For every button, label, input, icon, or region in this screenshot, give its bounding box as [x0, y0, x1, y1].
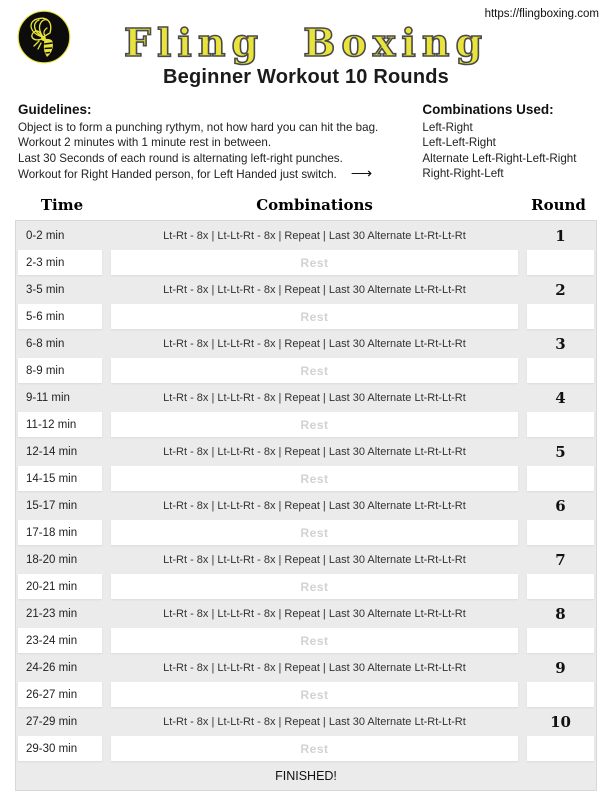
- time-cell: 6-8 min: [26, 337, 65, 350]
- rest-label: Rest: [300, 255, 329, 270]
- time-cell: 11-12 min: [18, 412, 102, 437]
- combo-cell: Lt-Rt - 8x | Lt-Lt-Rt - 8x | Repeat | Last 30 Alternate Lt-Rt-Lt-Rt: [163, 445, 466, 458]
- rest-cell: [111, 682, 518, 707]
- round-cell: 4: [555, 388, 566, 407]
- time-cell: 18-20 min: [26, 553, 78, 566]
- rest-cell: [111, 412, 518, 437]
- time-cell: 24-26 min: [26, 661, 78, 674]
- time-cell: 0-2 min: [26, 229, 65, 242]
- guideline-line: Object is to form a punching rythym, not how hard you can hit the bag.: [18, 121, 379, 134]
- rest-label: Rest: [300, 741, 329, 756]
- time-cell: 23-24 min: [18, 628, 102, 653]
- rest-label: Rest: [300, 633, 329, 648]
- combination-item: Alternate Left-Right-Left-Right: [422, 151, 577, 165]
- page-subtitle: Beginner Workout 10 Rounds: [163, 66, 449, 88]
- combination-item: Right-Right-Left: [422, 166, 504, 180]
- time-cell: 8-9 min: [18, 358, 102, 383]
- combo-cell: Lt-Rt - 8x | Lt-Lt-Rt - 8x | Repeat | Last 30 Alternate Lt-Rt-Lt-Rt: [163, 283, 466, 296]
- round-cell: [527, 466, 594, 491]
- combinations-used-heading: Combinations Used:: [422, 102, 554, 117]
- rest-label: Rest: [300, 579, 329, 594]
- rest-cell: [111, 466, 518, 491]
- rest-label: Rest: [300, 417, 329, 432]
- combinations-used-block: [422, 102, 598, 182]
- site-url-link[interactable]: https://flingboxing.com: [484, 8, 599, 20]
- right-arrow-icon: ⟶: [350, 164, 373, 182]
- round-cell: 9: [555, 658, 566, 677]
- time-cell: 29-30 min: [18, 736, 102, 761]
- round-cell: 8: [555, 604, 566, 623]
- combo-cell: Lt-Rt - 8x | Lt-Lt-Rt - 8x | Repeat | Last 30 Alternate Lt-Rt-Lt-Rt: [163, 499, 466, 512]
- table-header-row: [15, 196, 597, 215]
- info-section: [18, 102, 598, 182]
- rest-cell: [111, 520, 518, 545]
- workout-table-body: [15, 220, 597, 791]
- time-column-header: Time: [40, 196, 84, 215]
- time-cell: 15-17 min: [26, 499, 78, 512]
- rest-cell: [111, 358, 518, 383]
- workout-table: [15, 196, 597, 791]
- round-column-header: Round: [531, 196, 586, 215]
- round-cell: 6: [555, 496, 566, 515]
- combo-cell: Lt-Rt - 8x | Lt-Lt-Rt - 8x | Repeat | Last 30 Alternate Lt-Rt-Lt-Rt: [163, 229, 466, 242]
- round-cell: [527, 574, 594, 599]
- guideline-line-text: Workout for Right Handed person, for Left Handed just switch.: [18, 167, 337, 181]
- time-cell: 9-11 min: [26, 391, 70, 404]
- round-cell: 2: [555, 280, 566, 299]
- round-cell: 1: [555, 226, 566, 245]
- round-cell: [527, 736, 594, 761]
- rest-label: Rest: [300, 309, 329, 324]
- time-cell: 2-3 min: [18, 250, 102, 275]
- rest-cell: [111, 574, 518, 599]
- round-cell: 5: [555, 442, 566, 461]
- time-cell: 3-5 min: [26, 283, 65, 296]
- rest-label: Rest: [300, 471, 329, 486]
- guideline-line: Last 30 Seconds of each round is alternating left-right punches.: [18, 151, 343, 165]
- time-cell: 17-18 min: [18, 520, 102, 545]
- header: [0, 0, 612, 89]
- guideline-line: Workout 2 minutes with 1 minute rest in between.: [18, 136, 272, 150]
- combination-item: Left-Left-Right: [422, 136, 496, 150]
- time-cell: 14-15 min: [18, 466, 102, 491]
- combo-cell: Lt-Rt - 8x | Lt-Lt-Rt - 8x | Repeat | Last 30 Alternate Lt-Rt-Lt-Rt: [163, 607, 466, 620]
- guideline-line: [18, 166, 422, 182]
- combo-cell: Lt-Rt - 8x | Lt-Lt-Rt - 8x | Repeat | Last 30 Alternate Lt-Rt-Lt-Rt: [163, 553, 466, 566]
- rest-cell: [111, 736, 518, 761]
- rest-label: Rest: [300, 687, 329, 702]
- time-cell: 26-27 min: [18, 682, 102, 707]
- guidelines-heading: Guidelines:: [18, 102, 92, 117]
- finished-row: FINISHED!: [275, 768, 337, 783]
- rest-label: Rest: [300, 363, 329, 378]
- bee-logo-icon: [17, 10, 71, 64]
- round-cell: [527, 520, 594, 545]
- combination-item: Left-Right: [422, 121, 473, 134]
- combo-cell: Lt-Rt - 8x | Lt-Lt-Rt - 8x | Repeat | Last 30 Alternate Lt-Rt-Lt-Rt: [163, 715, 466, 728]
- round-cell: [527, 250, 594, 275]
- time-cell: 21-23 min: [26, 607, 78, 620]
- time-cell: 20-21 min: [18, 574, 102, 599]
- round-cell: [527, 628, 594, 653]
- rest-cell: [111, 628, 518, 653]
- combo-cell: Lt-Rt - 8x | Lt-Lt-Rt - 8x | Repeat | Last 30 Alternate Lt-Rt-Lt-Rt: [163, 337, 466, 350]
- combo-cell: Lt-Rt - 8x | Lt-Lt-Rt - 8x | Repeat | Last 30 Alternate Lt-Rt-Lt-Rt: [163, 391, 466, 404]
- time-cell: 5-6 min: [18, 304, 102, 329]
- rest-label: Rest: [300, 525, 329, 540]
- round-cell: [527, 412, 594, 437]
- combo-cell: Lt-Rt - 8x | Lt-Lt-Rt - 8x | Repeat | Last 30 Alternate Lt-Rt-Lt-Rt: [163, 661, 466, 674]
- rest-cell: [111, 304, 518, 329]
- brand-title: Fling Boxing: [123, 20, 489, 65]
- round-cell: 3: [555, 334, 566, 353]
- rest-cell: [111, 250, 518, 275]
- round-cell: 10: [550, 712, 571, 731]
- combinations-column-header: Combinations: [256, 196, 373, 215]
- round-cell: [527, 304, 594, 329]
- round-cell: [527, 358, 594, 383]
- round-cell: [527, 682, 594, 707]
- guidelines-block: [18, 102, 422, 182]
- time-cell: 12-14 min: [26, 445, 78, 458]
- round-cell: 7: [555, 550, 566, 569]
- time-cell: 27-29 min: [26, 715, 78, 728]
